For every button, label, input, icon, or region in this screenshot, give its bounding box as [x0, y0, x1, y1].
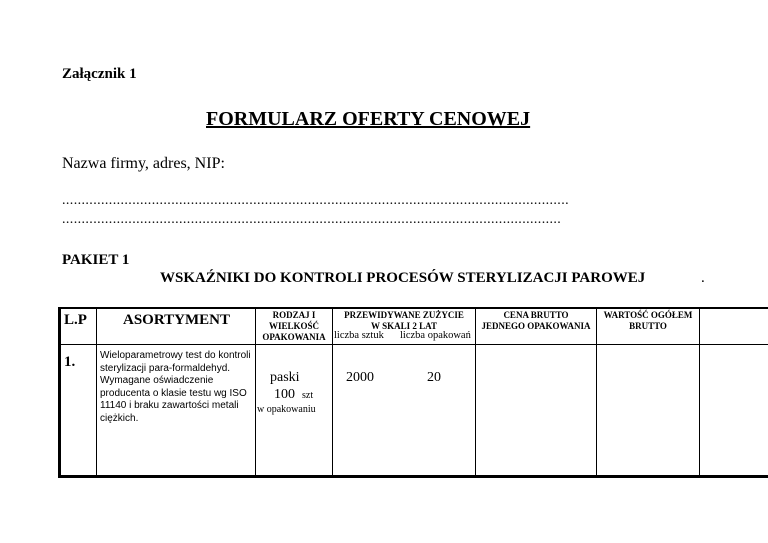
header-total-value-line1: WARTOŚĆ OGÓŁEM	[603, 310, 693, 320]
row-packs: 20	[427, 370, 441, 385]
firm-label: Nazwa firmy, adres, NIP:	[62, 155, 225, 172]
header-usage-packs: liczba opakowań	[400, 330, 471, 341]
header-lp: L.P	[64, 312, 87, 328]
row-lp: 1.	[64, 354, 76, 370]
header-package-type-line1: RODZAJ I	[272, 310, 316, 320]
header-unit-price-line2: JEDNEGO OPAKOWANIA	[481, 321, 591, 331]
row-pack-note: w opakowaniu	[257, 404, 316, 415]
table-border-top	[60, 307, 768, 309]
header-unit-price-line1: CENA BRUTTO	[503, 310, 569, 320]
page-title: FORMULARZ OFERTY CENOWEJ	[206, 108, 531, 130]
column-divider	[96, 308, 97, 476]
row-pack-qty: 100	[274, 387, 295, 402]
header-usage-line1: PRZEWIDYWANE ZUŻYCIE	[344, 310, 464, 320]
package-label: PAKIET 1	[62, 252, 130, 268]
header-usage-line2: W SKALI 2 LAT	[371, 321, 437, 331]
table-border-left	[58, 307, 61, 477]
row-unit-type: paski	[270, 370, 300, 385]
header-usage	[333, 310, 475, 332]
header-row-divider	[60, 344, 768, 345]
header-total-value-line2: BRUTTO	[629, 321, 667, 331]
row-units: 2000	[346, 370, 374, 385]
subtitle-period: .	[701, 270, 705, 286]
table-border-bottom	[58, 475, 768, 478]
header-package-type	[256, 310, 332, 343]
row-pack-qty-unit: szt	[302, 390, 314, 401]
header-package-type-line2: WIELKOŚĆ	[268, 321, 319, 331]
header-usage-units: liczba sztuk	[334, 330, 384, 341]
fill-line-2: ................................................................................................................................	[62, 212, 562, 227]
column-divider	[332, 308, 333, 476]
header-total-value	[597, 310, 699, 332]
column-divider	[699, 308, 700, 476]
package-subtitle: WSKAŹNIKI DO KONTROLI PROCESÓW STERYLIZACJI PAROWEJ	[160, 270, 646, 286]
fill-line-1: ..................................................................................................................................	[62, 193, 569, 208]
header-package-type-line3: OPAKOWANIA	[262, 332, 326, 342]
column-divider	[475, 308, 476, 476]
header-unit-price	[476, 310, 596, 332]
header-assortment: ASORTYMENT	[123, 312, 230, 328]
row-description: Wieloparametrowy test do kontroli sterylizacji para-formaldehyd. Wymagane oświadczenie producenta o klasie testu wg ISO 11140 i braku zawartości metali ciężkich.	[100, 350, 251, 424]
column-divider	[596, 308, 597, 476]
annex-label: Załącznik 1	[62, 66, 137, 82]
